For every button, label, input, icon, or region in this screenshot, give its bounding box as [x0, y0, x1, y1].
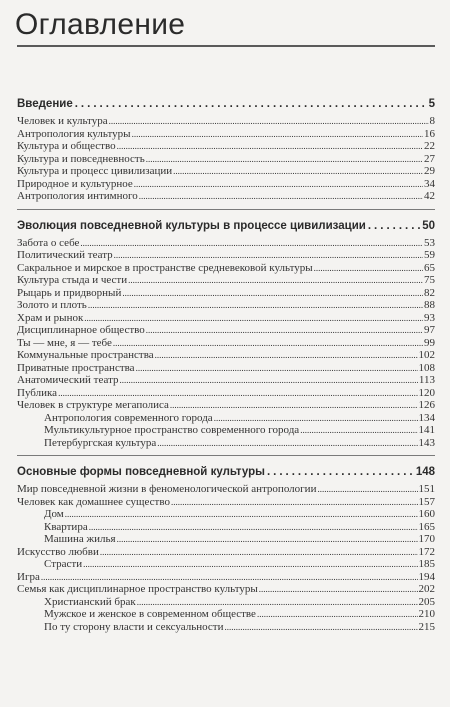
entry-page-number: 205 — [418, 595, 435, 608]
entry-label: Природное и культурное — [17, 177, 133, 190]
entry-label: Антропология современного города — [44, 411, 213, 424]
dot-leader — [109, 115, 429, 128]
section-heading[interactable] — [17, 95, 435, 113]
entry-label: Публика — [17, 386, 58, 399]
entry-page-number: 141 — [418, 424, 435, 436]
entry-label: Культура и общество — [17, 140, 116, 152]
dot-leader — [136, 362, 418, 375]
entry-label: Дом — [44, 508, 64, 520]
entry-label: Культура и процесс цивилизации — [17, 165, 173, 177]
entry-label: Анатомический театр — [17, 374, 119, 386]
dot-leader — [146, 324, 423, 337]
dot-leader — [114, 249, 423, 262]
toc-entry[interactable] — [17, 312, 435, 325]
entry-page-number: 202 — [418, 583, 435, 595]
dot-leader — [80, 237, 423, 250]
toc-entry[interactable] — [17, 483, 435, 496]
entry-page-number: 172 — [418, 545, 435, 558]
entry-page-number: 99 — [424, 336, 435, 349]
toc-entry[interactable] — [17, 190, 435, 203]
dot-leader — [173, 165, 423, 178]
entry-page-number: 29 — [424, 165, 435, 177]
section-divider — [17, 455, 435, 456]
toc-entry[interactable] — [17, 387, 435, 400]
entry-page-number: 34 — [424, 177, 435, 190]
entry-page-number: 210 — [418, 608, 435, 620]
dot-leader — [41, 571, 418, 584]
dot-leader — [157, 437, 417, 450]
toc-entry[interactable] — [17, 349, 435, 362]
entry-label: Антропология интимного — [17, 190, 138, 202]
entry-label: Золото и плоть — [17, 299, 87, 311]
toc-subentry[interactable] — [17, 437, 435, 450]
entry-page-number: 59 — [424, 249, 435, 261]
section-page-number: 50 — [422, 219, 435, 232]
dot-leader — [117, 533, 418, 546]
dot-leader — [317, 483, 417, 496]
dot-leader — [146, 153, 423, 166]
entry-label: Квартира — [44, 520, 88, 533]
dot-leader — [368, 217, 420, 235]
toc-entry[interactable] — [17, 496, 435, 509]
toc-entry[interactable] — [17, 165, 435, 178]
entry-label: Антропология культуры — [17, 127, 131, 140]
entry-label: Мужское и женское в современном обществе — [44, 608, 256, 620]
section-page-number: 5 — [428, 98, 435, 110]
dot-leader — [120, 374, 418, 387]
entry-page-number: 88 — [424, 299, 435, 311]
toc-entry[interactable] — [17, 178, 435, 191]
entry-page-number: 113 — [418, 374, 435, 386]
dot-leader — [171, 496, 418, 509]
entry-label: Страсти — [44, 558, 83, 570]
toc-entry[interactable] — [17, 115, 435, 128]
entry-page-number: 143 — [418, 436, 435, 449]
toc-entry[interactable] — [17, 374, 435, 387]
toc-subentry[interactable] — [17, 621, 435, 634]
toc-entry[interactable] — [17, 571, 435, 584]
entry-page-number: 22 — [424, 140, 435, 152]
dot-leader — [314, 262, 423, 275]
entry-page-number: 157 — [418, 495, 435, 508]
toc-subentry[interactable] — [17, 533, 435, 546]
dot-leader — [259, 583, 418, 596]
toc-entry[interactable] — [17, 274, 435, 287]
entry-page-number: 108 — [418, 361, 435, 374]
dot-leader — [137, 596, 418, 609]
toc-entry[interactable] — [17, 128, 435, 141]
entry-page-number: 75 — [424, 274, 435, 286]
toc-entry[interactable] — [17, 583, 435, 596]
entry-label: Петербургская культура — [44, 436, 157, 449]
entry-page-number: 102 — [418, 349, 435, 361]
entry-page-number: 134 — [418, 411, 435, 424]
toc-subentry[interactable] — [17, 412, 435, 425]
dot-leader — [84, 312, 423, 325]
entry-page-number: 120 — [418, 386, 435, 399]
toc-subentry[interactable] — [17, 596, 435, 609]
entry-label: Культура стыда и чести — [17, 274, 128, 286]
entry-label: Человек как домашнее существо — [17, 495, 170, 508]
entry-label: Человек в структуре мегаполиса — [17, 399, 169, 411]
section-entries — [17, 115, 435, 203]
toc-entry[interactable] — [17, 399, 435, 412]
entry-page-number: 97 — [424, 324, 435, 336]
section-divider — [17, 209, 435, 210]
entry-page-number: 42 — [424, 190, 435, 202]
section-entries — [17, 237, 435, 450]
toc-entry[interactable] — [17, 287, 435, 300]
toc-entry[interactable] — [17, 546, 435, 559]
dot-leader — [155, 349, 418, 362]
entry-page-number: 16 — [424, 127, 435, 140]
dot-leader — [134, 178, 423, 191]
section-heading[interactable] — [17, 463, 435, 481]
section-heading-label: Эволюция повседневной культуры в процессе цивилизации — [17, 219, 366, 232]
entry-page-number: 126 — [418, 399, 435, 411]
toc-entry[interactable] — [17, 324, 435, 337]
dot-leader — [113, 337, 423, 350]
entry-label: Мир повседневной жизни в феноменологической антропологии — [17, 483, 317, 495]
toc-entry[interactable] — [17, 337, 435, 350]
entry-label: Машина жилья — [44, 533, 116, 545]
dot-leader — [132, 128, 423, 141]
dot-leader — [122, 287, 423, 300]
entry-label: Ты — мне, я — тебе — [17, 336, 112, 349]
entry-page-number: 93 — [424, 311, 435, 324]
entry-label: Храм и рынок — [17, 311, 84, 324]
dot-leader — [267, 463, 414, 481]
dot-leader — [117, 140, 423, 153]
entry-page-number: 215 — [418, 620, 435, 633]
entry-label: Коммунальные пространства — [17, 349, 154, 361]
dot-leader — [139, 190, 423, 203]
page-title: Оглавление — [15, 8, 186, 41]
section-heading-label: Основные формы повседневной культуры — [17, 466, 265, 478]
toc-subentry[interactable] — [17, 508, 435, 521]
entry-page-number: 82 — [424, 286, 435, 299]
table-of-contents — [17, 95, 435, 633]
entry-label: Дисциплинарное общество — [17, 324, 145, 336]
entry-page-number: 185 — [418, 558, 435, 570]
dot-leader — [89, 521, 418, 534]
entry-label: Человек и культура — [17, 115, 108, 127]
entry-label: Христианский брак — [44, 595, 136, 608]
entry-label: Культура и повседневность — [17, 152, 145, 165]
entry-page-number: 151 — [418, 483, 435, 495]
entry-label: Забота о себе — [17, 236, 80, 249]
entry-label: Искусство любви — [17, 545, 99, 558]
toc-entry[interactable] — [17, 140, 435, 153]
dot-leader — [100, 546, 418, 559]
dot-leader — [257, 608, 418, 621]
entry-label: Рыцарь и придворный — [17, 286, 122, 299]
entry-label: Игра — [17, 570, 40, 583]
entry-page-number: 65 — [424, 261, 435, 274]
section-page-number: 148 — [415, 466, 435, 478]
title-rule — [17, 45, 435, 47]
dot-leader — [65, 508, 418, 521]
section-heading[interactable] — [17, 217, 435, 235]
entry-label: Мультикультурное пространство современного города — [44, 424, 300, 436]
entry-page-number: 160 — [418, 508, 435, 520]
toc-subentry[interactable] — [17, 608, 435, 621]
toc-entry[interactable] — [17, 153, 435, 166]
toc-subentry[interactable] — [17, 521, 435, 534]
toc-entry[interactable] — [17, 299, 435, 312]
entry-label: Семья как дисциплинарное пространство культуры — [17, 583, 258, 595]
toc-entry[interactable] — [17, 237, 435, 250]
toc-subentry[interactable] — [17, 424, 435, 437]
dot-leader — [214, 412, 418, 425]
dot-leader — [75, 95, 427, 113]
dot-leader — [83, 558, 417, 571]
section-entries — [17, 483, 435, 633]
entry-page-number: 170 — [418, 533, 435, 545]
entry-page-number: 27 — [424, 152, 435, 165]
toc-subentry[interactable] — [17, 558, 435, 571]
entry-label: Приватные пространства — [17, 361, 135, 374]
entry-label: По ту сторону власти и сексуальности — [44, 620, 224, 633]
entry-label: Политический театр — [17, 249, 113, 261]
dot-leader — [170, 399, 418, 412]
entry-label: Сакральное и мирское в пространстве средневековой культуры — [17, 261, 313, 274]
entry-page-number: 8 — [429, 115, 435, 127]
dot-leader — [88, 299, 423, 312]
dot-leader — [128, 274, 423, 287]
dot-leader — [300, 424, 417, 437]
section-heading-label: Введение — [17, 98, 73, 110]
toc-entry[interactable] — [17, 362, 435, 375]
entry-page-number: 194 — [418, 570, 435, 583]
toc-entry[interactable] — [17, 249, 435, 262]
entry-page-number: 53 — [424, 236, 435, 249]
dot-leader — [224, 621, 417, 634]
dot-leader — [58, 387, 417, 400]
toc-entry[interactable] — [17, 262, 435, 275]
entry-page-number: 165 — [418, 520, 435, 533]
